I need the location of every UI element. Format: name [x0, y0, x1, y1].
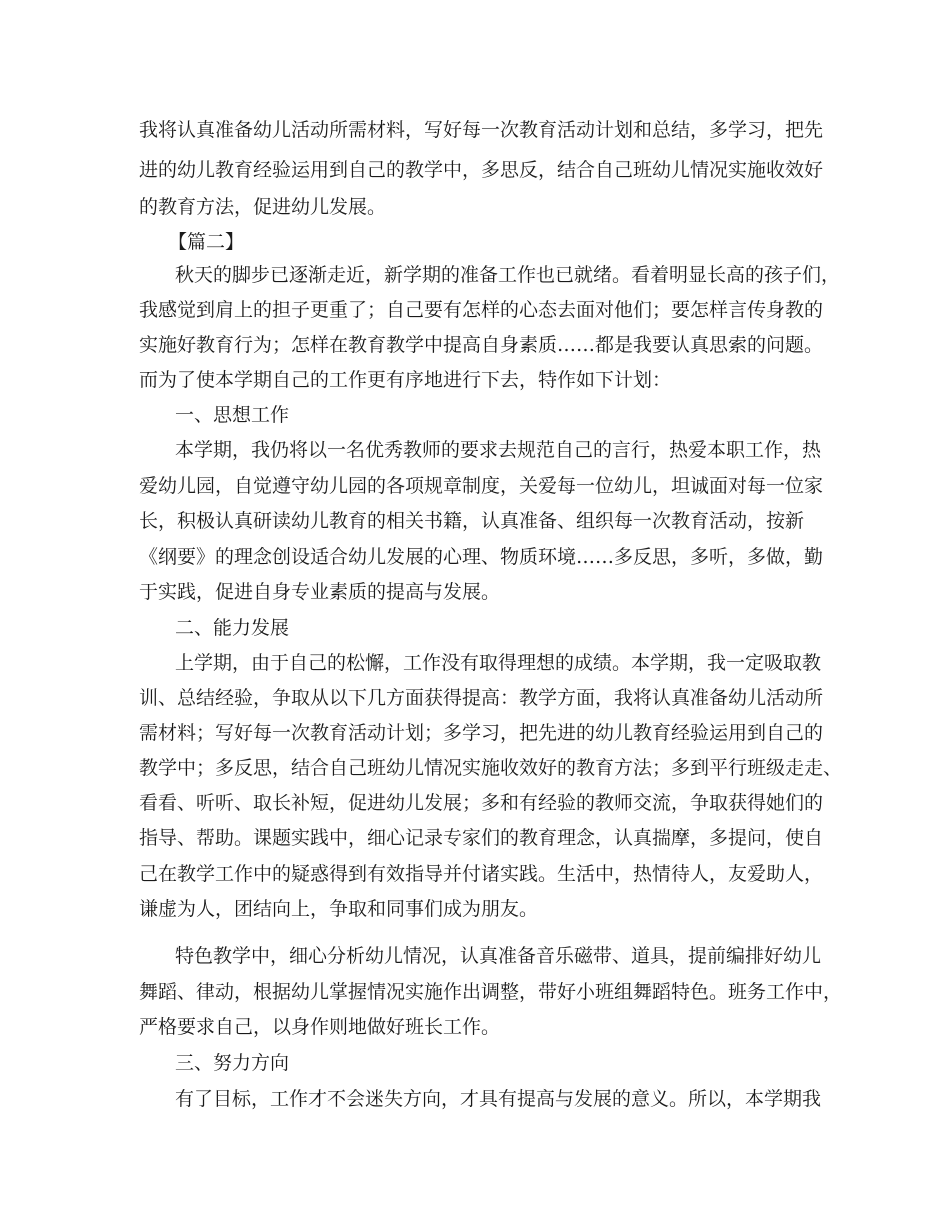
section-heading: 一、思想工作: [175, 404, 290, 426]
text-line: 己在教学工作中的疑惑得到有效指导并付诸实践。生活中，热情待人，友爱助人，: [139, 863, 824, 885]
text-line: 进的幼儿教育经验运用到自己的教学中，多思反，结合自己班幼儿情况实施收效好: [139, 159, 824, 181]
text-line: 舞蹈、律动，根据幼儿掌握情况实施作出调整，带好小班组舞蹈特色。班务工作中，: [139, 981, 843, 1003]
text-line: 《纲要》的理念创设适合幼儿发展的心理、物质环境……多反思，多听，多做，勤: [139, 546, 824, 568]
text-line: 的教育方法，促进幼儿发展。: [139, 196, 387, 218]
text-line: 本学期，我仍将以一名优秀教师的要求去规范自己的言行，热爱本职工作，热: [175, 439, 822, 461]
text-line: 特色教学中，细心分析幼儿情况，认真准备音乐磁带、道具，提前编排好幼儿: [175, 945, 822, 967]
text-line: 教学中；多反思，结合自己班幼儿情况实施收效好的教育方法；多到平行班级走走、: [139, 757, 843, 779]
text-line: 爱幼儿园，自觉遵守幼儿园的各项规章制度，关爱每一位幼儿，坦诚面对每一位家: [139, 475, 824, 497]
text-line: 谦虚为人，团结向上，争取和同事们成为朋友。: [139, 898, 539, 920]
text-line: 有了目标，工作才不会迷失方向，才具有提高与发展的意义。所以，本学期我: [175, 1088, 822, 1110]
text-line: 训、总结经验，争取从以下几方面获得提高：教学方面，我将认真准备幼儿活动所: [139, 687, 824, 709]
text-line: 看看、听听、取长补短，促进幼儿发展；多和有经验的教师交流，争取获得她们的: [139, 792, 824, 814]
section-heading: 三、努力方向: [175, 1052, 290, 1074]
section-heading: 【篇二】: [168, 231, 245, 253]
text-line: 需材料；写好每一次教育活动计划；多学习，把先进的幼儿教育经验运用到自己的: [139, 722, 824, 744]
text-line: 于实践，促进自身专业素质的提高与发展。: [139, 581, 501, 603]
text-line: 我感觉到肩上的担子更重了；自己要有怎样的心态去面对他们；要怎样言传身教的: [139, 299, 824, 321]
text-line: 而为了使本学期自己的工作更有序地进行下去，特作如下计划：: [139, 369, 672, 391]
text-line: 实施好教育行为；怎样在教育教学中提高自身素质……都是我要认真思索的问题。: [139, 334, 824, 356]
text-line: 长，积极认真研读幼儿教育的相关书籍，认真准备、组织每一次教育活动，按新: [139, 510, 805, 532]
text-line: 秋天的脚步已逐渐走近，新学期的准备工作也已就绪。看着明显长高的孩子们，: [175, 264, 841, 286]
text-line: 上学期，由于自己的松懈，工作没有取得理想的成绩。本学期，我一定吸取教: [175, 652, 822, 674]
text-line: 我将认真准备幼儿活动所需材料，写好每一次教育活动计划和总结，多学习，把先: [139, 119, 824, 141]
section-heading: 二、能力发展: [175, 617, 290, 639]
text-line: 严格要求自己，以身作则地做好班长工作。: [139, 1016, 501, 1038]
text-line: 指导、帮助。课题实践中，细心记录专家们的教育理念，认真揣摩，多提问，使自: [139, 827, 824, 849]
